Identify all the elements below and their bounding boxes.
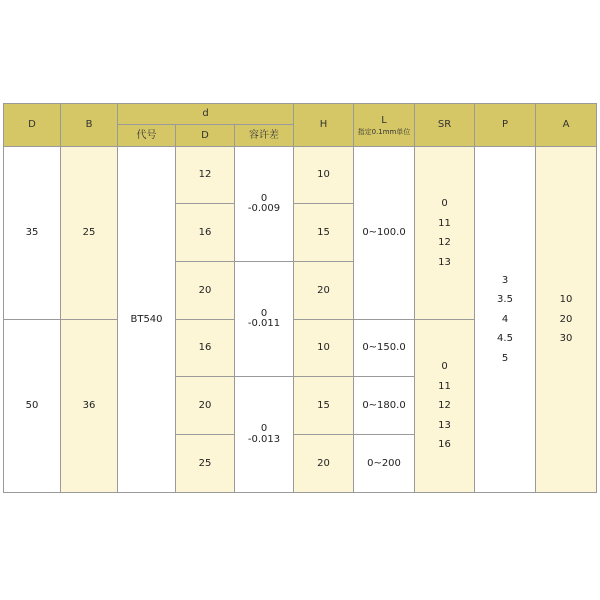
sr2-value-4: 13 [438,419,451,431]
sr1-value-1: 0 [441,198,448,209]
cell-H-1: 10 [294,147,354,204]
cell-H-2: 15 [294,204,354,262]
cell-dD-2: 16 [176,204,235,262]
a-value-3: 30 [559,333,573,345]
p-value-5: 5 [501,352,509,364]
tolerance-lower-2: -0.011 [247,318,281,329]
header-D: D [4,104,61,147]
sr2-value-1: 0 [441,361,448,373]
sr2-value-2: 11 [438,380,451,392]
cell-SR-2 [415,320,475,493]
cell-tolerance-1 [235,147,294,262]
header-tolerance: 容许差 [235,125,294,147]
header-code: 代号 [118,125,176,147]
p-value-3: 4 [501,313,509,325]
cell-A [536,147,597,493]
header-L [354,104,415,147]
sr1-value-4: 13 [438,256,451,268]
header-B: B [61,104,118,147]
tolerance-upper-3: 0 [260,423,268,434]
cell-L-3: 0~180.0 [354,377,415,435]
sr2-value-3: 12 [438,400,451,412]
p-value-4: 4.5 [497,333,513,345]
cell-L-4: 0~200 [354,435,415,493]
cell-tolerance-2 [235,262,294,377]
header-d-D: D [176,125,235,147]
cell-H-3: 20 [294,262,354,320]
cell-H-6: 20 [294,435,354,493]
cell-dD-5: 20 [176,377,235,435]
cell-B-2: 36 [61,320,118,493]
header-L-label: L [381,114,387,126]
cell-D-1: 35 [4,147,61,320]
tolerance-lower-1: -0.009 [247,203,281,214]
cell-SR-1 [415,147,475,320]
cell-H-5: 15 [294,377,354,435]
cell-dD-6: 25 [176,435,235,493]
header-L-note: 指定0.1mm单位 [357,127,411,136]
cell-dD-3: 20 [176,262,235,320]
cell-L-2: 0~150.0 [354,320,415,377]
tolerance-lower-3: -0.013 [247,433,281,445]
tolerance-upper-2: 0 [260,307,268,319]
cell-tolerance-3 [235,377,294,493]
p-value-1: 3 [501,274,509,286]
header-A: A [536,104,597,147]
cell-dD-4: 16 [176,320,235,377]
header-P: P [475,104,536,147]
sr1-value-3: 12 [438,237,451,248]
cell-B-1: 25 [61,147,118,320]
sr2-value-5: 16 [438,439,451,451]
cell-code: BT540 [118,147,176,493]
cell-H-4: 10 [294,320,354,377]
a-value-1: 10 [559,294,573,306]
cell-L-1: 0~100.0 [354,147,415,320]
header-H: H [294,104,354,147]
sr1-value-2: 11 [438,217,451,229]
spec-table [3,103,597,493]
p-value-2: 3.5 [497,294,513,306]
a-value-2: 20 [559,313,573,325]
tolerance-upper-1: 0 [260,192,268,204]
header-SR: SR [415,104,475,147]
header-d: d [118,104,294,125]
cell-D-2: 50 [4,320,61,493]
cell-P [475,147,536,493]
cell-dD-1: 12 [176,147,235,204]
